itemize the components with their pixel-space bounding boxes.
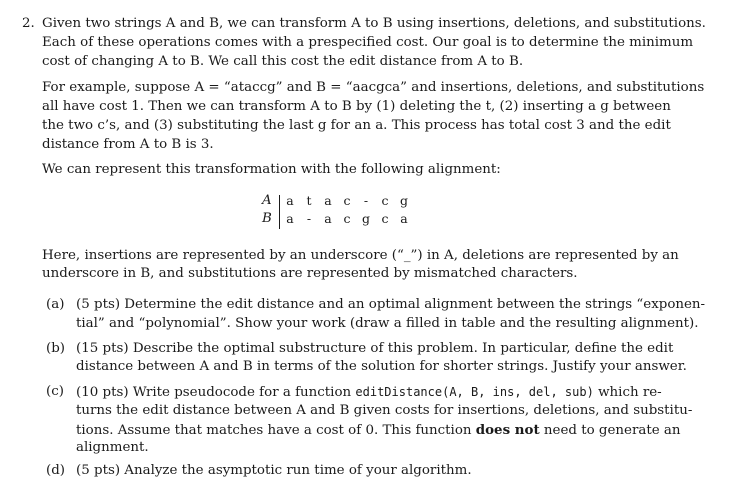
part-c-label: (c) xyxy=(46,384,64,399)
intro-line-1: Given two strings A and B, we can transform A to B using insertions, deletions, and substitutions. xyxy=(42,16,706,31)
explanation-line-1: Here, insertions are represented by an underscore (“_”) in A, deletions are represented by an xyxy=(42,248,679,263)
represent-line: We can represent this transformation with the following alignment: xyxy=(42,162,501,177)
part-a-line-2: tial” and “polynomial”. Show your work (draw a filled in table and the resulting alignment). xyxy=(76,316,699,331)
part-c-line-2: turns the edit distance between A and B given costs for insertions, deletions, and substitu- xyxy=(76,403,693,418)
problem-number: 2. xyxy=(22,16,35,31)
alignment-b-cell: c xyxy=(381,211,389,226)
emphasis-does-not: does not xyxy=(475,422,540,438)
alignment-a-cell: c xyxy=(381,193,389,208)
alignment-a-cell: a xyxy=(286,193,294,208)
example-line-3: the two c’s, and (3) substituting the last g for an a. This process has total cost 3 and the edit xyxy=(42,118,671,133)
example-line-2: all have cost 1. Then we can transform A to B by (1) deleting the t, (2) inserting a g between xyxy=(42,99,671,114)
example-line-1: For example, suppose A = “ataccg” and B = “aacgca” and insertions, deletions, and substitutions xyxy=(42,80,705,95)
alignment-b-cell: g xyxy=(361,211,370,226)
alignment-b-cell: a xyxy=(286,211,294,226)
alignment-row-a-label: A xyxy=(262,193,272,208)
part-d-line-1: (5 pts) Analyze the asymptotic run time of your algorithm. xyxy=(76,463,472,478)
part-c-line-1-text: (10 pts) Write pseudocode for a function xyxy=(76,385,356,400)
explanation-line-2: underscore in B, and substitutions are represented by mismatched characters. xyxy=(42,266,578,281)
alignment-a-cell: c xyxy=(343,193,351,208)
part-b-line-1: (15 pts) Describe the optimal substructure of this problem. In particular, define the edit xyxy=(76,341,674,356)
part-c-line-4: alignment. xyxy=(76,440,149,455)
part-c-line-3-text: tions. Assume that matches have a cost of 0. This function xyxy=(76,423,476,438)
alignment-table xyxy=(254,193,474,233)
alignment-b-cell: c xyxy=(343,211,351,226)
example-line-4: distance from A to B is 3. xyxy=(42,137,214,152)
alignment-divider xyxy=(279,195,280,229)
intro-line-2: Each of these operations comes with a prespecified cost. Our goal is to determine the minimum xyxy=(42,35,694,50)
alignment-b-cell: a xyxy=(324,211,332,226)
alignment-a-cell: - xyxy=(363,193,369,208)
alignment-b-cell: a xyxy=(400,211,408,226)
intro-line-3: cost of changing A to B. We call this cost the edit distance from A to B. xyxy=(42,54,524,69)
part-d-label: (d) xyxy=(46,463,66,478)
alignment-a-cell: g xyxy=(399,193,408,208)
alignment-a-cell: a xyxy=(324,193,332,208)
part-c-line-3-tail: need to generate an xyxy=(539,423,681,438)
alignment-a-cell: t xyxy=(306,193,312,208)
part-c-line-3 xyxy=(76,422,681,439)
part-a-line-1: (5 pts) Determine the edit distance and an optimal alignment between the strings “exponen- xyxy=(76,297,706,312)
function-signature: editDistance(A, B, ins, del, sub) xyxy=(355,385,594,399)
part-b-line-2: distance between A and B in terms of the solution for shorter strings. Justify your answer. xyxy=(76,359,687,374)
alignment-row-b-label: B xyxy=(262,211,272,226)
part-a-label: (a) xyxy=(46,297,65,312)
part-c-line-1 xyxy=(76,384,662,401)
part-b-label: (b) xyxy=(46,341,66,356)
part-c-line-1-tail: which re- xyxy=(593,385,662,400)
alignment-b-cell: - xyxy=(306,211,312,226)
